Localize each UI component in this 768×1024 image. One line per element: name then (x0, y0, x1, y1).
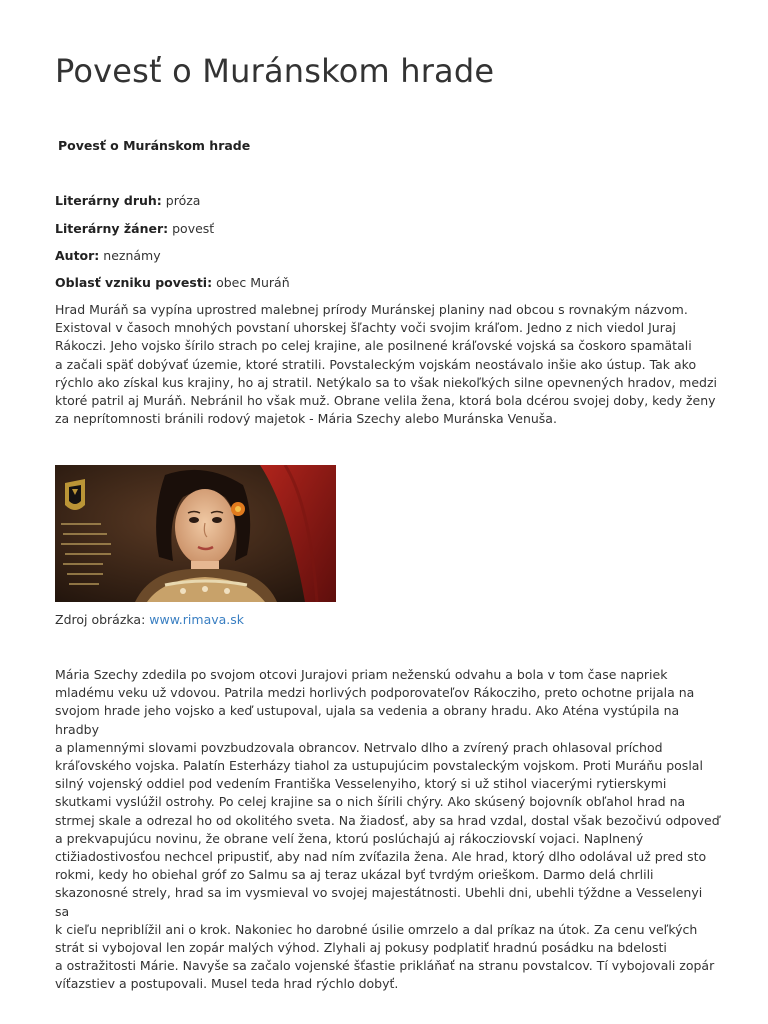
text-line: ktoré patril aj Muráň. Nebránil ho však muž. Obrane velila žena, ktorá bola dcérou svojej doby, kedy ženy (55, 393, 716, 409)
caption-label: Zdroj obrázka: (55, 612, 146, 627)
portrait-image (55, 465, 336, 602)
text-line: a začali späť dobývať územie, ktoré stratili. Povstaleckým vojskám neostávalo inšie ako ústup. Tak ako (55, 356, 697, 372)
meta-author (55, 248, 161, 263)
meta-literary-genre (55, 221, 214, 236)
text-line: svojom hrade jeho vojsko a keď ustupoval, ujala sa vedenia a obrany hradu. Ako Aténa vystúpila na hradby (55, 703, 680, 737)
meta-literary-type (55, 193, 200, 208)
meta-label: Oblasť vzniku povesti: (55, 275, 213, 290)
text-line: skutkami vyslúžil ostrohy. Po celej krajine sa o nich šírili chýry. Ako skúsený bojovník obľahol hrad na (55, 794, 686, 810)
meta-label: Literárny žáner: (55, 221, 169, 236)
text-line: skazonosné strely, hrad sa im vysmieval vo svojej majestátnosti. Ubehli dni, ubehli týždne a Vesselenyi sa (55, 885, 703, 919)
text-line: víťazstiev a postupovali. Musel teda hrad rýchlo dobyť. (55, 976, 399, 992)
text-line: ctižiadostivosťou nechcel pripustiť, aby nad ním zvíťazila žena. Ale hrad, ktorý dlho odolával už pred sto (55, 849, 707, 865)
text-line: rýchlo ako získal kus krajiny, ho aj stratil. Netýkalo sa to však niekoľkých silne opevnených hradov, medzi (55, 374, 717, 390)
text-line: Mária Szechy zdedila po svojom otcovi Jurajovi priam neženskú odvahu a bola v tom čase napriek (55, 667, 668, 682)
meta-origin (55, 275, 290, 290)
text-line: Rákoczi. Jeho vojsko šírilo strach po celej krajine, ale posilnené kráľovské vojská sa čoskoro spamätali (55, 338, 692, 354)
meta-value: neznámy (103, 248, 161, 263)
text-line: a ostražitosti Márie. Navyše sa začalo vojenské šťastie prikláňať na stranu povstalcov. Tí vybojovali zopár (55, 958, 715, 974)
text-line: k cieľu nepriblížil ani o krok. Nakoniec ho darobné úsilie omrzelo a dal príkaz na útok. Za cenu veľkých (55, 921, 698, 937)
text-line: strát si vybojoval len zopár malých výhod. Zlyhali aj pokusy podplatiť hradnú posádku na bdelosti (55, 940, 667, 956)
subtitle: Povesť o Muránskom hrade (58, 138, 251, 153)
body-paragraph (55, 666, 720, 994)
text-line: mladému veku už vdovou. Patrila medzi horlivých podporovateľov Rákocziho, preto ochotne prijala na (55, 685, 695, 701)
intro-paragraph (55, 301, 720, 428)
text-line: a prekvapujúcu novinu, že obrane velí žena, ktorú poslúchajú aj rákocziovskí vojaci. Naplnený (55, 830, 644, 846)
text-line: Hrad Muráň sa vypína uprostred malebnej prírody Muránskej planiny nad obcou s rovnakým názvom. (55, 302, 688, 317)
meta-value: povesť (172, 221, 215, 236)
text-line: rokmi, kedy ho obiehal gróf zo Salmu sa aj teraz ukázal byť tvrdým orieškom. Darmo delá chrlili (55, 867, 654, 883)
text-line: silný vojenský oddiel pod vedením Františka Vesselenyiho, ktorý si už stihol viacerými rytierskymi (55, 776, 667, 792)
text-line: za neprítomnosti bránili rodový majetok - Mária Szechy alebo Muránska Venuša. (55, 411, 557, 427)
image-caption (55, 612, 244, 627)
meta-value: obec Muráň (216, 275, 290, 290)
text-line: Existoval v časoch mnohých povstaní uhorskej šľachty voči svojim kráľom. Jedno z nich viedol Juraj (55, 320, 676, 336)
text-line: a plamennými slovami povzbudzovala obrancov. Netrvalo dlho a zvírený prach ohlasoval príchod (55, 739, 663, 755)
meta-label: Autor: (55, 248, 100, 263)
meta-label: Literárny druh: (55, 193, 162, 208)
source-link[interactable]: www.rimava.sk (149, 612, 245, 627)
portrait-painting (55, 465, 336, 602)
text-line: strmej skale a odrezal ho od okolitého sveta. Na žiadosť, aby sa hrad vzdal, dostal však bezočivú odpoveď (55, 812, 720, 828)
meta-value: próza (165, 193, 201, 208)
page-title: Povesť o Muránskom hrade (55, 52, 495, 90)
text-line: kráľovského vojska. Palatín Esterházy tiahol za ustupujúcim povstaleckým vojskom. Proti Muráňu poslal (55, 758, 703, 774)
